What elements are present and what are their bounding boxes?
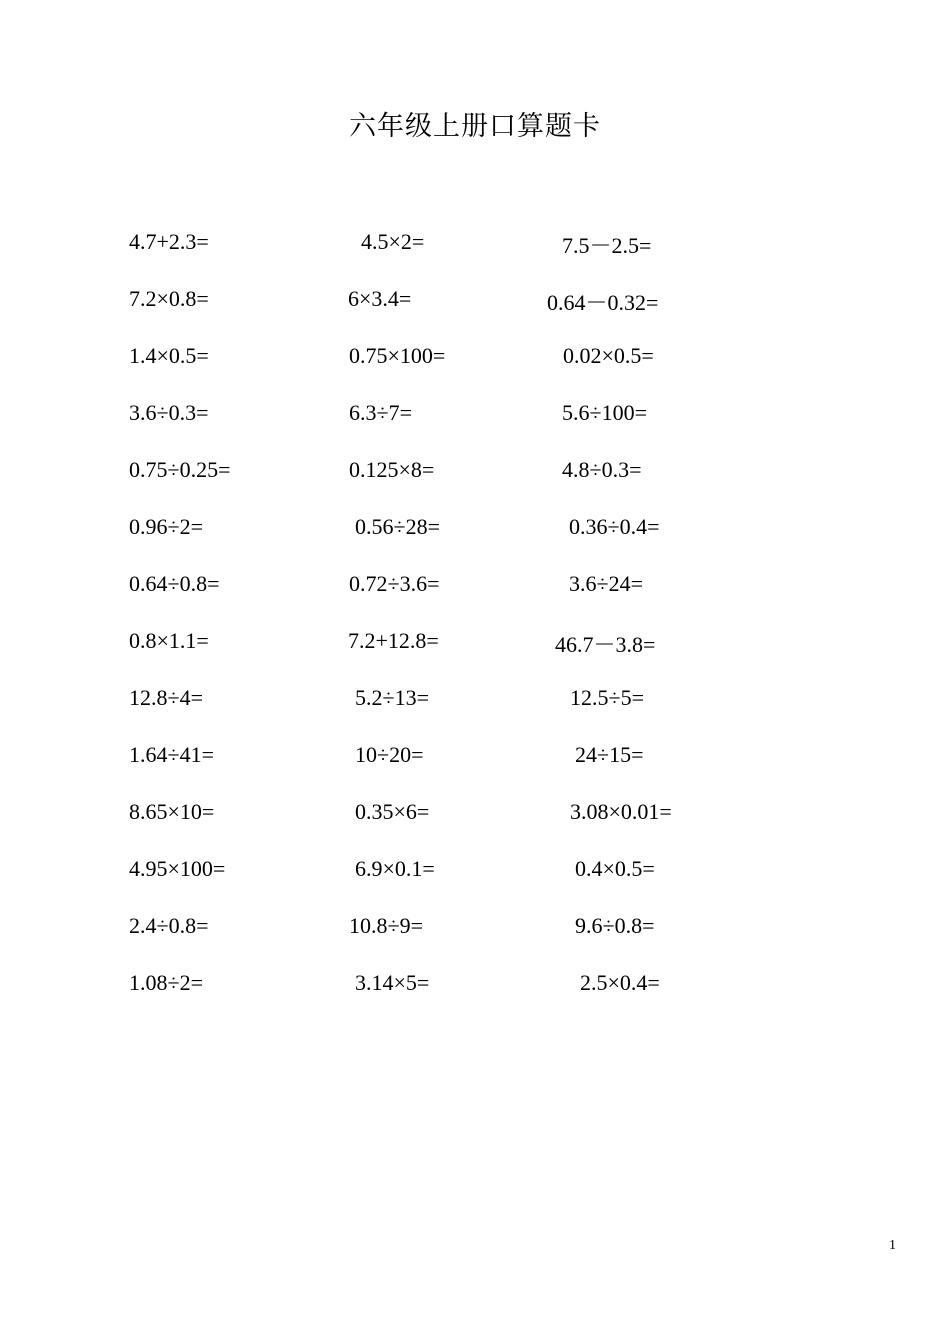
problem-cell: 0.96÷2=	[129, 514, 203, 539]
problem-row	[0, 229, 950, 259]
problem-cell: 0.64÷0.8=	[129, 571, 220, 596]
problem-cell: 7.5－2.5=	[562, 233, 652, 258]
problem-cell: 7.2+12.8=	[348, 628, 439, 653]
problem-row	[0, 286, 950, 316]
problem-row	[0, 856, 950, 886]
problem-cell: 0.8×1.1=	[129, 628, 209, 653]
page-title: 六年级上册口算题卡	[349, 111, 601, 142]
problem-cell: 0.36÷0.4=	[569, 514, 660, 539]
problem-cell: 24÷15=	[575, 742, 644, 767]
problem-cell: 2.5×0.4=	[580, 970, 660, 995]
problem-cell: 4.7+2.3=	[129, 229, 209, 254]
problem-row	[0, 514, 950, 544]
problem-cell: 46.7－3.8=	[555, 632, 656, 657]
problem-cell: 0.125×8=	[349, 457, 435, 482]
problem-cell: 9.6÷0.8=	[575, 913, 655, 938]
problem-row	[0, 628, 950, 658]
problem-cell: 12.5÷5=	[570, 685, 644, 710]
problem-cell: 5.6÷100=	[562, 400, 647, 425]
problem-cell: 0.02×0.5=	[563, 343, 654, 368]
problem-cell: 12.8÷4=	[129, 685, 203, 710]
problem-cell: 0.35×6=	[355, 799, 430, 824]
problem-cell: 0.4×0.5=	[575, 856, 655, 881]
problem-cell: 2.4÷0.8=	[129, 913, 209, 938]
problem-cell: 3.14×5=	[355, 970, 430, 995]
problem-cell: 4.95×100=	[129, 856, 226, 881]
problem-cell: 5.2÷13=	[355, 685, 429, 710]
problem-cell: 6.9×0.1=	[355, 856, 435, 881]
problem-cell: 10.8÷9=	[349, 913, 423, 938]
problem-cell: 0.56÷28=	[355, 514, 440, 539]
problem-row	[0, 400, 950, 430]
problem-cell: 6.3÷7=	[349, 400, 412, 425]
page-number: 1	[889, 1238, 896, 1253]
problem-cell: 6×3.4=	[348, 286, 412, 311]
problem-cell: 7.2×0.8=	[129, 286, 209, 311]
problem-row	[0, 685, 950, 715]
problem-row	[0, 571, 950, 601]
problem-cell: 8.65×10=	[129, 799, 215, 824]
problem-cell: 1.4×0.5=	[129, 343, 209, 368]
problem-cell: 10÷20=	[355, 742, 424, 767]
problem-row	[0, 913, 950, 943]
problem-cell: 0.75÷0.25=	[129, 457, 231, 482]
problem-row	[0, 799, 950, 829]
problem-cell: 0.72÷3.6=	[349, 571, 440, 596]
problem-cell: 3.6÷0.3=	[129, 400, 209, 425]
problem-cell: 3.6÷24=	[569, 571, 643, 596]
problem-row	[0, 457, 950, 487]
problem-row	[0, 343, 950, 373]
problem-cell: 0.75×100=	[349, 343, 446, 368]
problem-cell: 1.64÷41=	[129, 742, 214, 767]
problem-row	[0, 970, 950, 1000]
problem-cell: 3.08×0.01=	[570, 799, 672, 824]
problem-cell: 4.5×2=	[361, 229, 425, 254]
problem-cell: 0.64－0.32=	[547, 290, 659, 315]
problem-row	[0, 742, 950, 772]
problem-cell: 1.08÷2=	[129, 970, 203, 995]
problem-cell: 4.8÷0.3=	[562, 457, 642, 482]
